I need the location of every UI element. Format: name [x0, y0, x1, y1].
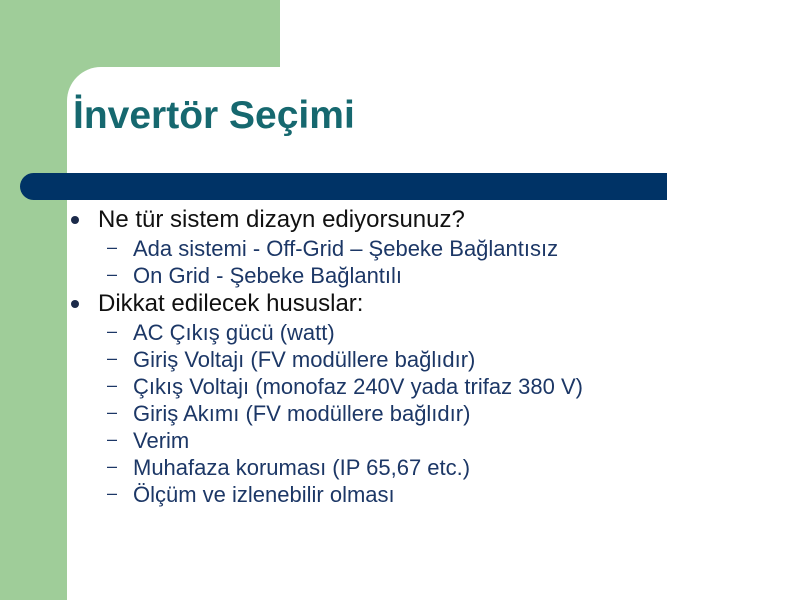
sub-bullet-item: [0, 400, 760, 427]
bullet-item: [0, 290, 760, 318]
sub-bullet-text: Çıkış Voltajı (monofaz 240V yada trifaz 380 V): [133, 374, 584, 399]
dash-marker: –: [107, 237, 118, 257]
sub-bullet-text: Ölçüm ve izlenebilir olması: [133, 482, 395, 507]
sub-bullet-text: On Grid - Şebeke Bağlantılı: [133, 263, 403, 288]
dash-marker: –: [107, 375, 118, 395]
sub-bullet-item: [0, 346, 760, 373]
sub-bullet-item: [0, 373, 760, 400]
dash-marker: –: [107, 264, 118, 284]
sub-bullet-text: Giriş Voltajı (FV modüllere bağlıdır): [133, 347, 476, 372]
sub-bullet-text: Ada sistemi - Off-Grid – Şebeke Bağlantısız: [133, 236, 559, 261]
dash-marker: –: [107, 456, 118, 476]
dash-marker: –: [107, 483, 118, 503]
sub-bullet-item: [0, 427, 760, 454]
bullet-dot-icon: [71, 300, 79, 308]
dash-marker: –: [107, 321, 118, 341]
slide-title: İnvertör Seçimi: [73, 94, 355, 137]
sub-bullet-item: [0, 481, 760, 508]
dash-marker: –: [107, 348, 118, 368]
bullet-item: [0, 206, 760, 234]
dash-marker: –: [107, 402, 118, 422]
dash-marker: –: [107, 429, 118, 449]
bullet-text: Ne tür sistem dizayn ediyorsunuz?: [98, 206, 465, 233]
bullet-list: [0, 206, 760, 508]
sub-bullet-item: [0, 235, 760, 262]
bullet-text: Dikkat edilecek hususlar:: [98, 290, 364, 317]
sub-bullet-text: AC Çıkış gücü (watt): [133, 320, 335, 345]
sub-bullet-item: [0, 319, 760, 346]
bullet-dot-icon: [71, 216, 79, 224]
sub-bullet-text: Muhafaza koruması (IP 65,67 etc.): [133, 455, 471, 480]
sub-bullet-item: [0, 454, 760, 481]
sub-bullet-item: [0, 262, 760, 289]
title-underline-bar: [20, 173, 667, 200]
sub-bullet-text: Giriş Akımı (FV modüllere bağlıdır): [133, 401, 471, 426]
sub-bullet-text: Verim: [133, 428, 190, 453]
